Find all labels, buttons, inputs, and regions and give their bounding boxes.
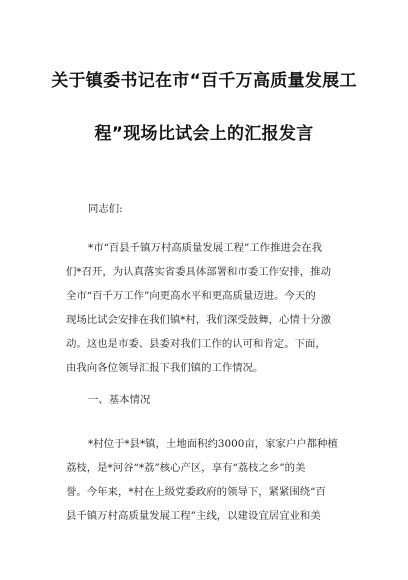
paragraph-line: 动。这也是市委、县委对我们工作的认可和肯定。下面， (66, 338, 326, 350)
section-heading-basic-situation: 一、基本情况 (88, 394, 151, 406)
paragraph-line: 现场比试会安排在我们镇*村，我们深受鼓舞，心情十分激 (66, 314, 331, 326)
paragraph-line: *市“百县千镇万村高质量发展工程”工作推进会在我 (88, 242, 323, 254)
paragraph-line: 全市“百千万工作”向更高水平和更高质量迈进。今天的 (66, 290, 316, 302)
document-title-line-1: 关于镇委书记在市“百千万高质量发展工 (51, 71, 357, 91)
paragraph-basic-situation (66, 432, 352, 528)
paragraph-line: 誉。今年来，*村在上级党委政府的领导下，紧紧围绕“百 (66, 486, 326, 498)
document-title-line-2: 程”现场比试会上的汇报发言 (94, 124, 314, 144)
paragraph-intro (66, 236, 352, 380)
paragraph-line: 荔枝，是*河谷“*荔”核心产区，享有“荔枝之乡”的美 (66, 462, 306, 474)
paragraph-line: 由我向各位领导汇报下我们镇的工作情况。 (66, 362, 264, 374)
paragraph-line: *村位于*县*镇，土地面积约3000亩，家家户户都种植 (88, 438, 338, 450)
salutation: 同志们: (88, 203, 123, 215)
paragraph-line: 县千镇万村高质量发展工程”主线，以建设宜居宜业和美 (66, 510, 321, 522)
paragraph-line: 们*召开，为认真落实省委具体部署和市委工作安排，推动 (66, 266, 331, 278)
